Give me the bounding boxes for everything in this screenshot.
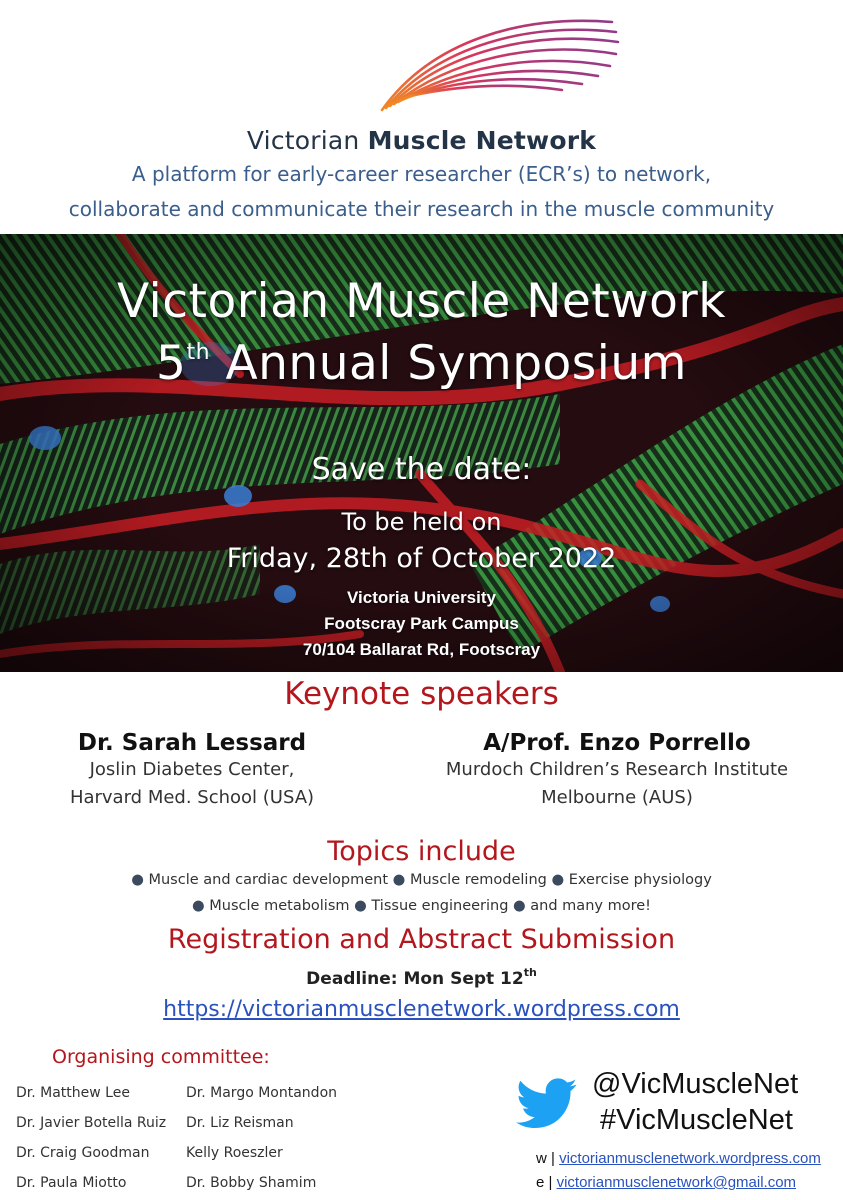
contact-email-link[interactable]: victorianmusclenetwork@gmail.com (556, 1174, 797, 1191)
topic-item: Muscle metabolism (209, 898, 350, 914)
topics-row (0, 872, 843, 888)
committee-member: Dr. Javier Botella Ruiz (16, 1115, 167, 1131)
bullet-dot-icon: ● (392, 872, 406, 888)
speaker-name: A/Prof. Enzo Porrello (483, 730, 751, 756)
save-the-date: Save the date: (311, 452, 532, 487)
committee-member: Dr. Bobby Shamim (186, 1175, 317, 1191)
symposium-title-line2 (0, 336, 843, 391)
venue-line3: 70/104 Ballarat Rd, Footscray (302, 640, 541, 659)
topic-item: Muscle and cardiac development (148, 872, 389, 888)
twitter-handle[interactable]: @VicMuscleNet (592, 1068, 799, 1100)
venue-line2: Footscray Park Campus (324, 614, 519, 633)
deadline-text: Deadline: Mon Sept 12 (306, 969, 524, 989)
twitter-hashtag[interactable]: #VicMuscleNet (600, 1104, 793, 1136)
tagline-line2: collaborate and communicate their research in the muscle community (68, 197, 775, 221)
deadline-ordinal-suffix: th (523, 966, 537, 979)
speaker-affiliation: Joslin Diabetes Center, (89, 759, 295, 780)
bullet-dot-icon: ● (551, 872, 565, 888)
bullet-dot-icon: ● (131, 872, 144, 888)
muscle-fiber-logo-icon (372, 10, 632, 124)
committee-member: Dr. Paula Miotto (16, 1175, 127, 1191)
bullet-dot-icon: ● (513, 898, 526, 914)
committee-member: Dr. Liz Reisman (186, 1115, 294, 1131)
topic-item: Exercise physiology (568, 872, 712, 888)
web-prefix: w | (536, 1150, 560, 1167)
contact-website-link[interactable]: victorianmusclenetwork.wordpress.com (559, 1150, 821, 1167)
speaker-card (427, 730, 807, 812)
speaker-name: Dr. Sarah Lessard (77, 730, 307, 756)
tagline-line1: A platform for early-career researcher (ECR’s) to network, (131, 162, 712, 186)
speaker-affiliation: Murdoch Children’s Research Institute (445, 759, 789, 780)
topic-item: Muscle remodeling (409, 872, 547, 888)
hero-microscopy-image (0, 234, 843, 672)
speaker-affiliation: Melbourne (AUS) (541, 787, 693, 808)
topic-item: and many more! (530, 898, 651, 914)
registration-heading: Registration and Abstract Submission (167, 924, 676, 955)
bullet-dot-icon: ● (354, 898, 367, 914)
symposium-title-line1: Victorian Muscle Network (117, 274, 726, 329)
email-prefix: e | (536, 1174, 557, 1191)
title-ordinal-suffix: th (186, 340, 211, 365)
brand-bold: Muscle Network (367, 126, 597, 155)
speaker-affiliation: Harvard Med. School (USA) (69, 787, 315, 808)
committee-member: Dr. Matthew Lee (16, 1085, 130, 1101)
held-on-label: To be held on (341, 508, 502, 536)
title-number: 5 (156, 336, 187, 391)
venue-line1: Victoria University (347, 588, 496, 607)
brand-regular: Victorian (246, 126, 368, 155)
deadline (0, 966, 843, 989)
website-link[interactable]: https://victorianmusclenetwork.wordpress.com (163, 997, 680, 1022)
committee-member: Dr. Craig Goodman (16, 1145, 150, 1161)
topics-heading: Topics include (327, 836, 516, 867)
keynote-heading: Keynote speakers (284, 676, 559, 712)
topic-item: Tissue engineering (371, 898, 509, 914)
committee-heading: Organising committee: (52, 1046, 270, 1068)
contact-website (536, 1150, 821, 1167)
contact-email (536, 1174, 796, 1191)
title-rest: Annual Symposium (210, 336, 687, 391)
event-date: Friday, 28th of October 2022 (226, 543, 617, 574)
bullet-dot-icon: ● (192, 898, 205, 914)
brand-name (0, 126, 843, 155)
committee-member: Dr. Margo Montandon (186, 1085, 338, 1101)
topics-row (0, 898, 843, 914)
twitter-bird-icon[interactable] (516, 1078, 578, 1134)
speaker-card (2, 730, 382, 812)
committee-member: Kelly Roeszler (186, 1145, 283, 1161)
